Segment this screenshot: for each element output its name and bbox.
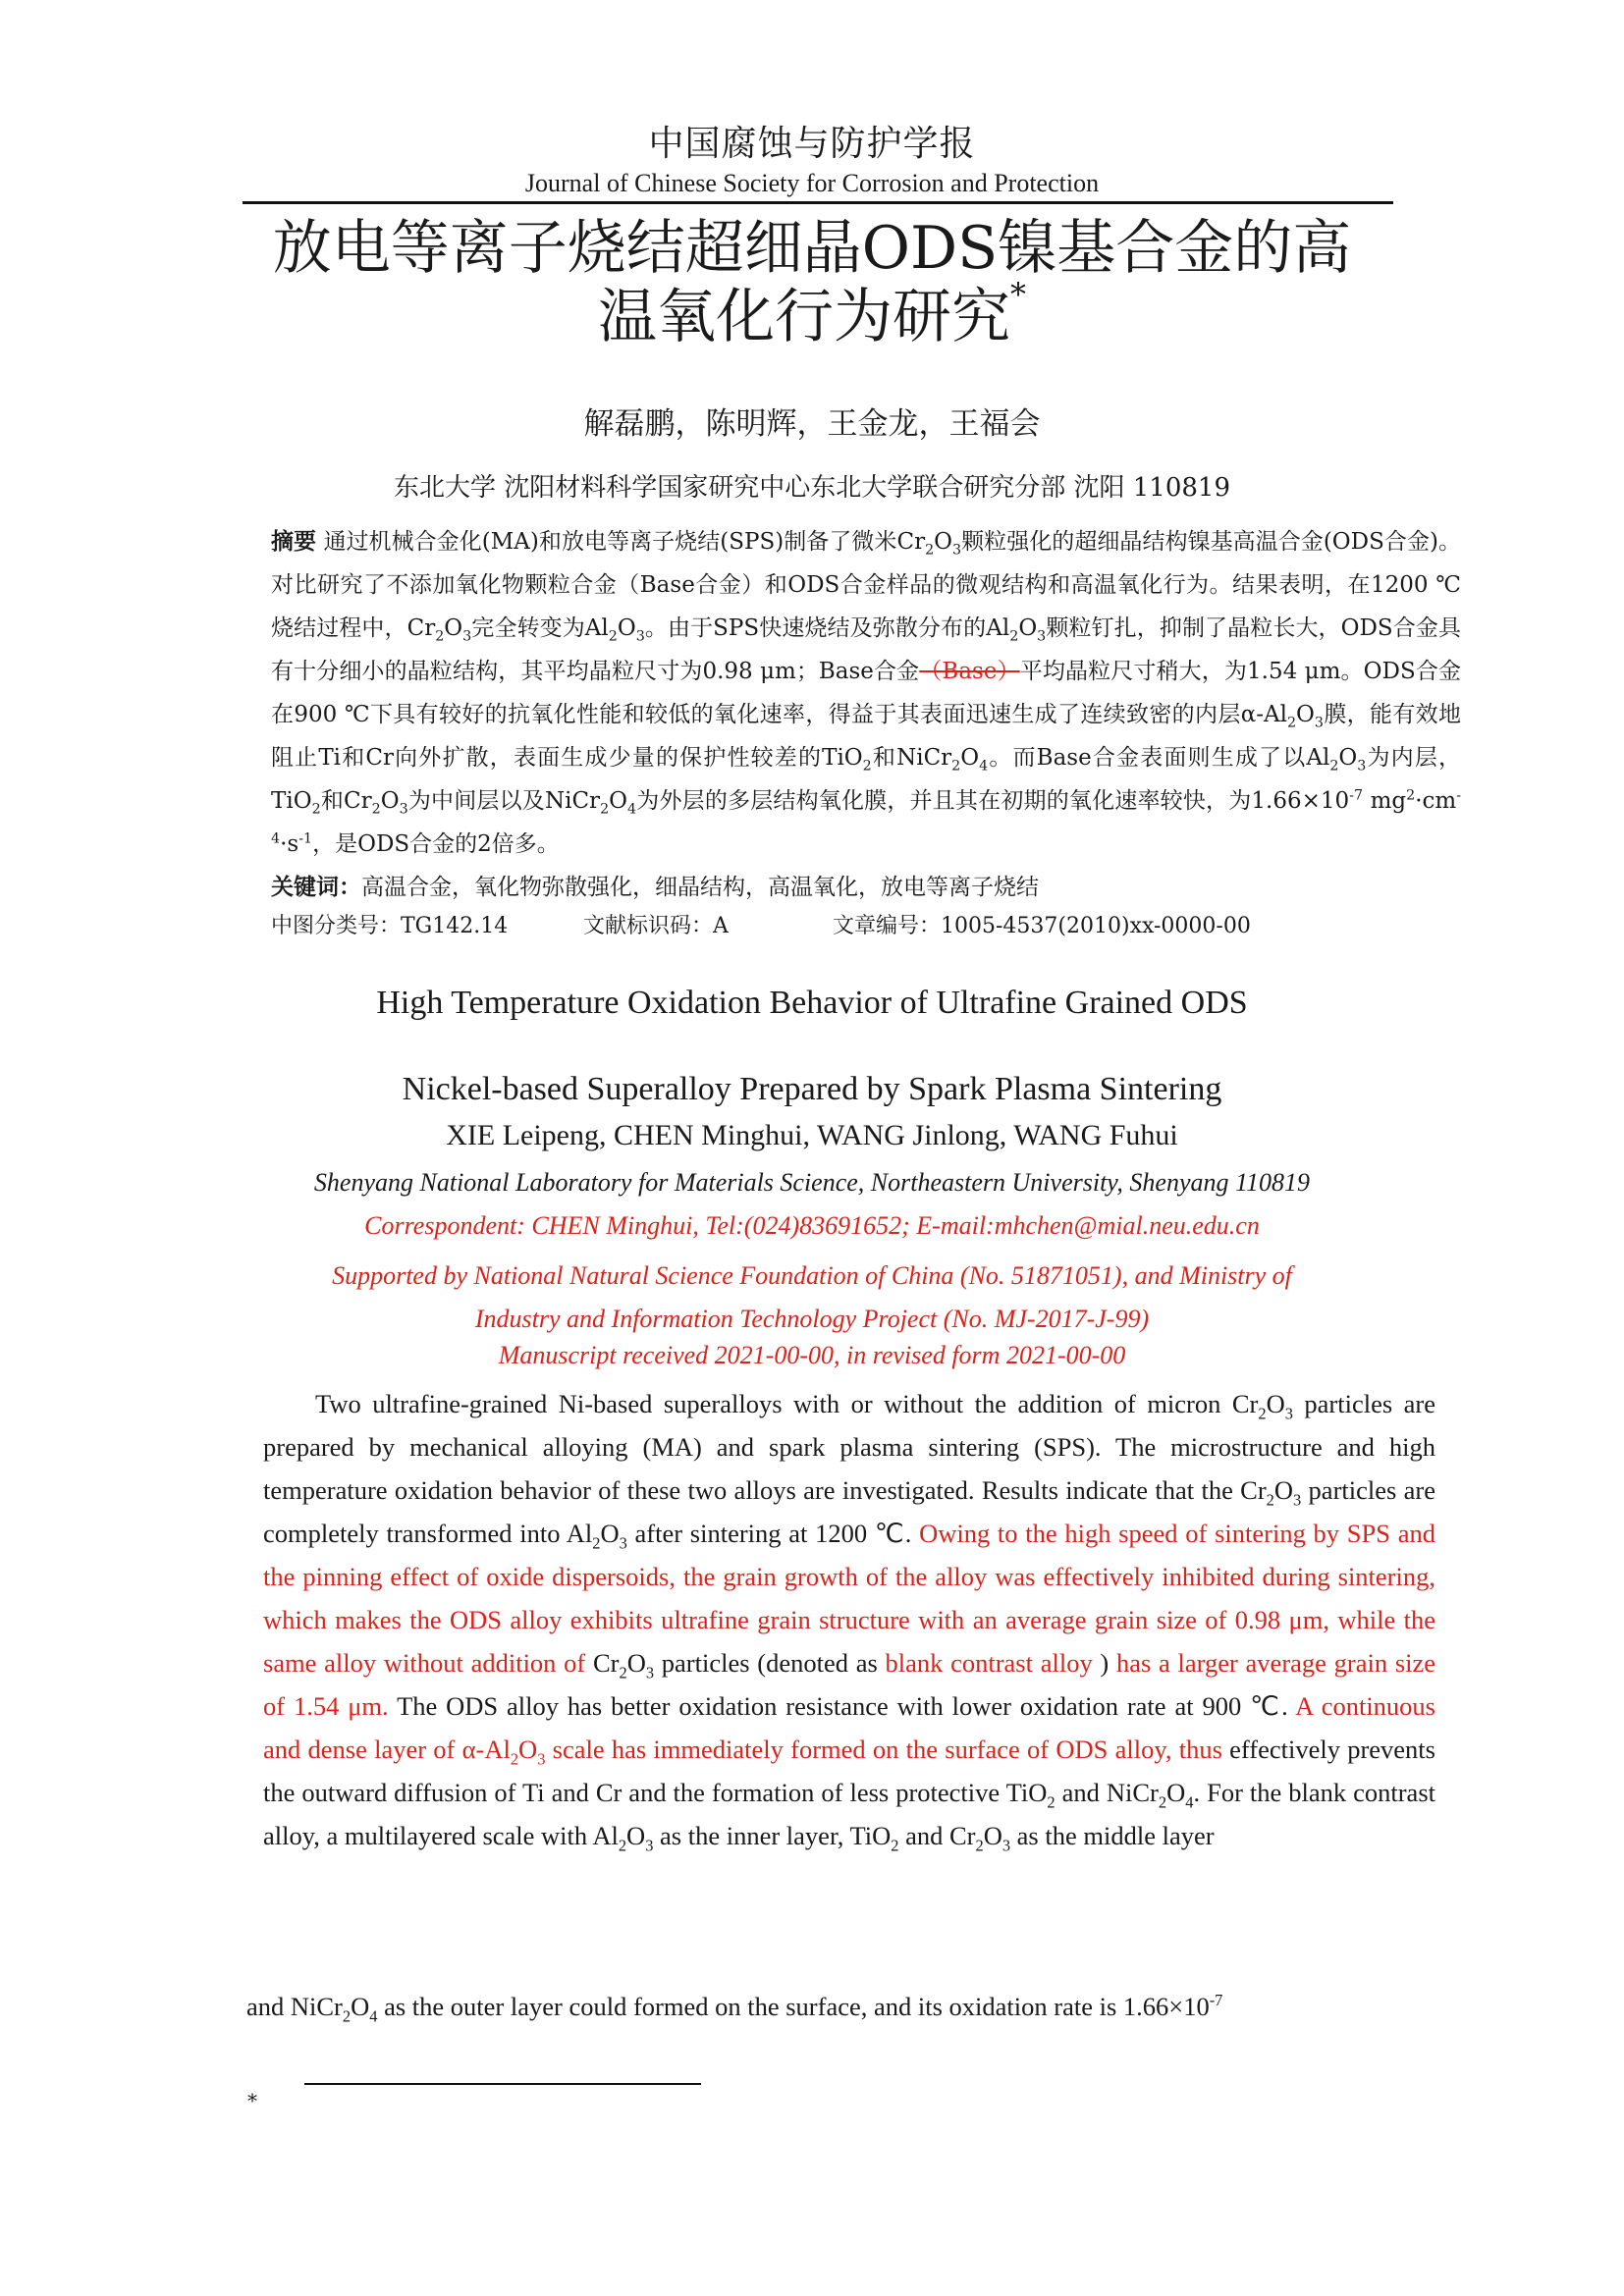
title-cn-line1: 放电等离子烧结超细晶ODS镍基合金的高 [272, 214, 1352, 283]
highlighted-text: A continuous and dense layer of α-Al [263, 1691, 1435, 1764]
strikethrough-text: （Base） [919, 659, 1020, 684]
title-cn [0, 214, 1624, 351]
classification-line [271, 909, 1461, 939]
title-cn-line2: 温氧化行为研究* [598, 276, 1026, 351]
document-code: 文献标识码：A [583, 914, 729, 938]
keywords-label: 关键词： [271, 874, 361, 900]
clc-number: 中图分类号：TG142.14 [271, 914, 509, 938]
footnote-divider [304, 2083, 701, 2085]
title-en-line2: Nickel-based Superalloy Prepared by Spark Plasma Sintering [402, 1071, 1222, 1107]
title-en [0, 960, 1624, 1133]
funding-en [0, 1255, 1624, 1341]
abstract-en-continuation: and $NiCr_2O_4$ as the outer layer could formed on the surface, and its oxidation rate is $1.66\times 10^{-7}$ [246, 1991, 1223, 2026]
abstract-cn-label: 摘要 [271, 528, 317, 555]
affiliation-cn: 东北大学 沈阳材料科学国家研究中心东北大学联合研究分部 沈阳 110819 [393, 473, 1231, 503]
keywords-cn [271, 866, 1461, 909]
journal-name-cn: 中国腐蚀与防护学报 [648, 124, 976, 164]
authors-cn: 解磊鹏，陈明辉，王金龙，王福会 [583, 406, 1041, 442]
abstract-en: Two ultrafine-grained Ni-based superalloys with or without the addition of micron $Cr_2O_3$ particles are prepared by mechanical alloying (MA) and spark plasma sintering (SPS). The microstructure and high temperature oxidation behavior of these two alloys are investigated. Results indicate that the $Cr_2O_3$ particles are completely transformed into $Al_2O_3$ after sintering at 1200 ℃. Owing to the high speed of sintering by SPS and the pinning effect of oxide dispersoids, the grain growth of the alloy was effectively inhibited during sintering, which makes the ODS alloy exhibits ultrafine grain structure with an average grain size of 0.98 μm, while the same alloy without addition of $Cr_2O_3$ particles (denoted as blank contrast alloy ) has a larger average grain size of 1.54 μm. The ODS alloy has better oxidation resistance with lower oxidation rate at 900 ℃. A continuous and dense layer of $\alpha-Al_2O_3$ scale has immediately formed on the surface of ODS alloy, thus effectively prevents the outward diffusion of Ti and Cr and the formation of less protective TiO$_2$ and $NiCr_2O_4$. For the blank contrast alloy, a multilayered scale with $Al_2O_3$ as the inner layer, TiO$_2$ and $Cr_2O_3$ as the middle layer [263, 1389, 1436, 1855]
header-divider [243, 201, 1393, 204]
funding-line1: Supported by National Natural Science Foundation of China (No. 51871051), and Ministry of [332, 1261, 1292, 1290]
journal-name-en: Journal of Chinese Society for Corrosion and Protection [524, 169, 1100, 197]
title-en-line1: High Temperature Oxidation Behavior of Ultrafine Grained ODS [376, 985, 1248, 1021]
correspondent-en: Correspondent: CHEN Minghui, Tel:(024)83691652; E-mail:mhchen@mial.neu.edu.cn [364, 1211, 1260, 1240]
highlighted-text: has a larger average grain size of 1.54 μm. [263, 1648, 1436, 1721]
received-date-en: Manuscript received 2021-00-00, in revised form 2021-00-00 [498, 1341, 1126, 1369]
article-number: 文章编号：1005-4537(2010)xx-0000-00 [833, 914, 1251, 938]
footnote-mark: * [247, 2089, 257, 2112]
funding-line2: Industry and Information Technology Project (No. MJ-2017-J-99) [474, 1305, 1150, 1333]
title-footnote-mark: * [1010, 276, 1026, 313]
abstract-cn: 摘要 通过机械合金化(MA)和放电等离子烧结(SPS)制备了微米$Cr_2O_3$颗粒强化的超细晶结构镍基高温合金(ODS合金)。对比研究了不添加氧化物颗粒合金（Base合金）和ODS合金样品的微观结构和高温氧化行为。结果表明，在1200 ℃烧结过程中，$Cr_2O_3$完全转变为$Al_2O_3$。由于SPS快速烧结及弥散分布的$Al_2O_3$颗粒钉扎，抑制了晶粒长大，ODS合金具有十分细小的晶粒结构，其平均晶粒尺寸为0.98 μm；Base合金（Base）平均晶粒尺寸稍大，为1.54 μm。ODS合金在900 ℃下具有较好的抗氧化性能和较低的氧化速率，得益于其表面迅速生成了连续致密的内层$\alpha-Al_2O_3$膜，能有效地阻止Ti和Cr向外扩散，表面生成少量的保护性较差的TiO$_2$和$NiCr_2O_4$。而Base合金表面则生成了以$Al_2O_3$为内层，TiO$_2$和$Cr_2O_3$为中间层以及$NiCr_2O_4$为外层的多层结构氧化膜，并且其在初期的氧化速率较快，为$1.66\times 10^{-7}$ $mg^2\cdot cm^{-4}\cdot s^{-1}$，是ODS合金的2倍多。 [271, 528, 1462, 857]
highlighted-text: Owing to the high speed of sintering by SPS and the pinning effect of oxide dispersoids, the grain growth of the alloy was effectively inhibited during sintering, which makes the ODS alloy exhibits ultrafine grain structure with an average grain size of 0.98 μm, while the same alloy without addition of [263, 1519, 1435, 1678]
authors-en: XIE Leipeng, CHEN Minghui, WANG Jinlong, WANG Fuhui [446, 1119, 1178, 1151]
affiliation-en: Shenyang National Laboratory for Materials Science, Northeastern University, Shenyang 110819 [313, 1168, 1311, 1197]
keywords-text: 高温合金，氧化物弥散强化，细晶结构，高温氧化，放电等离子烧结 [361, 875, 1039, 900]
